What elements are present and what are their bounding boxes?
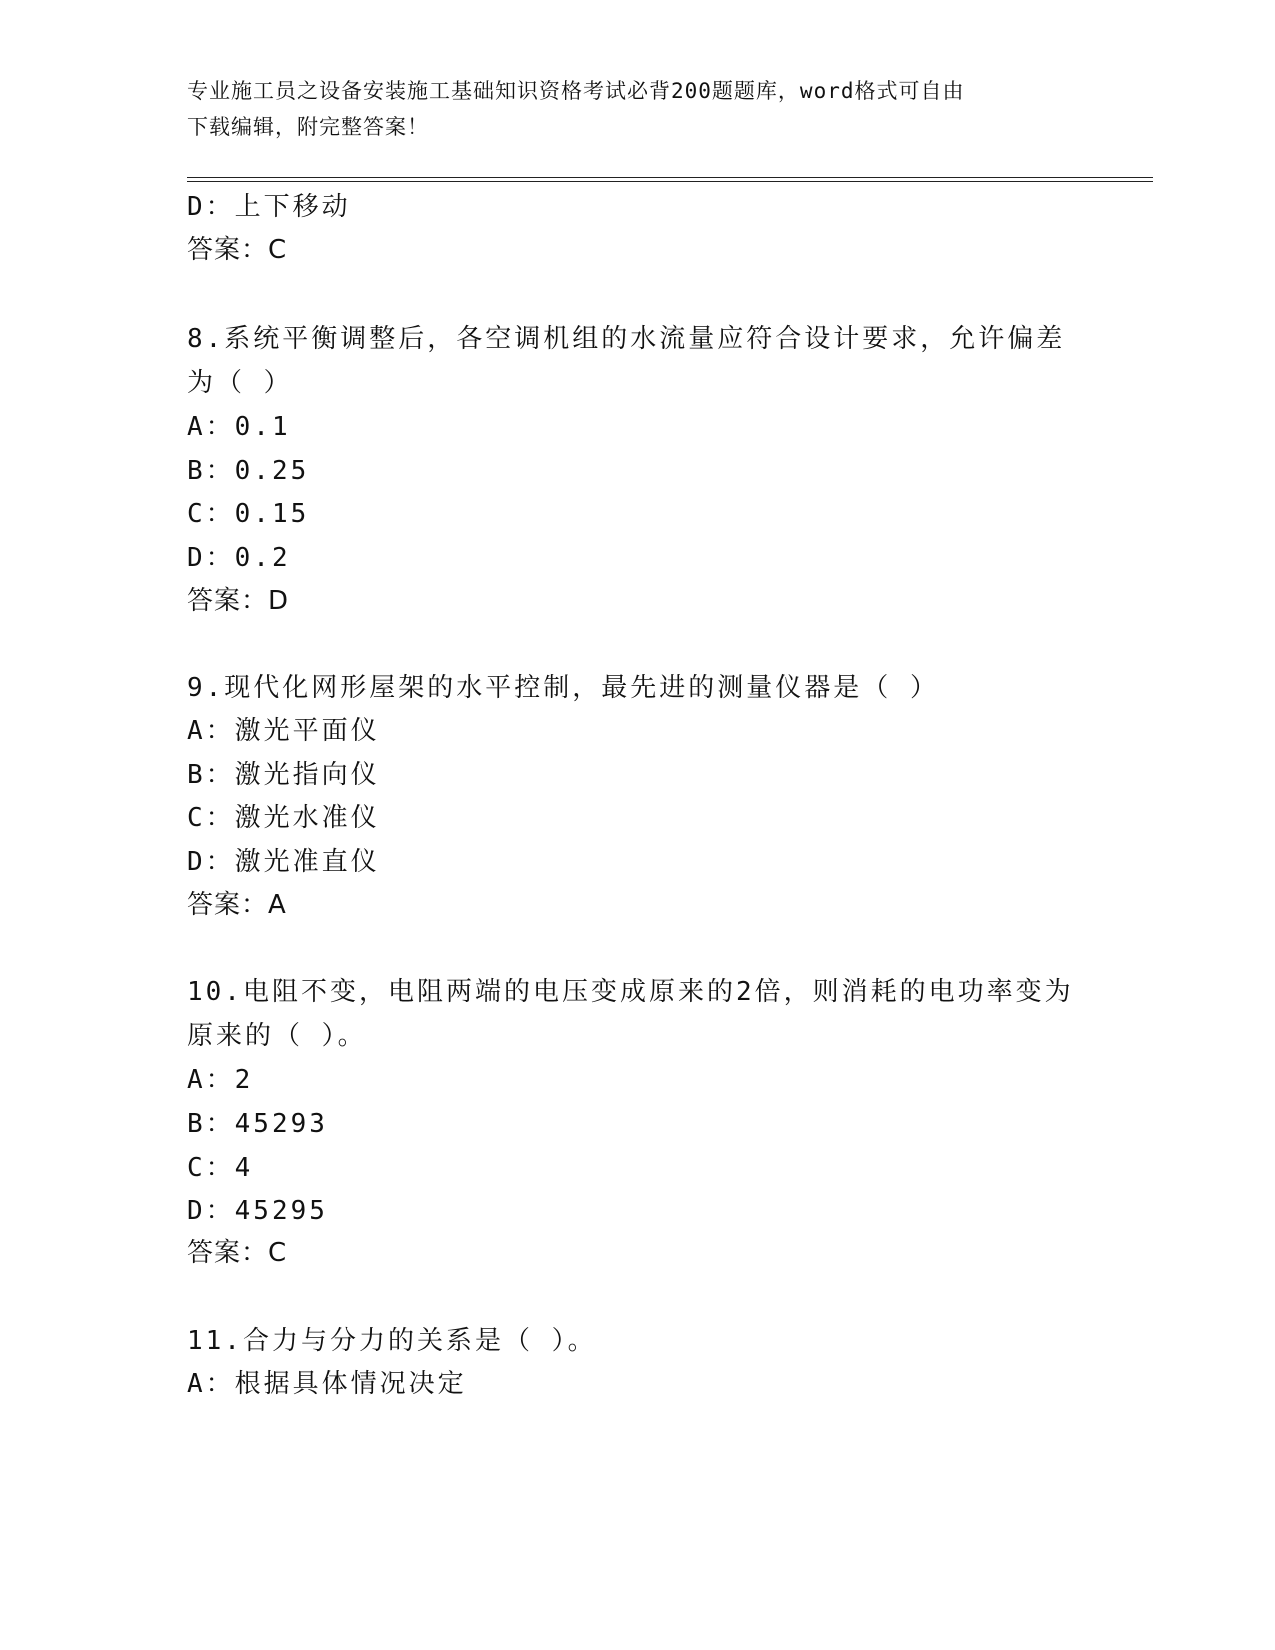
q9-stem-line-1: 9.现代化网形屋架的水平控制，最先进的测量仪器是（ ） [187,673,939,703]
header-divider-bottom [187,181,1153,182]
q7-answer: 答案：C [187,235,288,265]
q9-option-d: D：激光准直仪 [187,847,380,877]
header-divider-top [187,177,1153,178]
header-title-line-1: 专业施工员之设备安装施工基础知识资格考试必背200题题库，word格式可自由 [187,79,965,103]
document-header [187,73,1067,145]
q8-option-a: A：0.1 [187,412,291,442]
q9-answer: 答案：A [187,890,287,920]
header-title-line-2: 下载编辑，附完整答案！ [187,115,429,139]
q10-option-b: B：45293 [187,1109,328,1139]
q10-stem-line-1: 10.电阻不变，电阻两端的电压变成原来的2倍，则消耗的电功率变为 [187,977,1074,1007]
q9-option-c: C：激光水准仪 [187,803,380,833]
q10-stem-line-2: 原来的（ ）。 [187,1021,367,1051]
q8-option-b: B：0.25 [187,456,310,486]
q11-stem-line-1: 11.合力与分力的关系是（ ）。 [187,1326,597,1356]
q8-answer: 答案：D [187,586,290,616]
q10-option-c: C：4 [187,1153,254,1183]
q10-option-a: A：2 [187,1065,254,1095]
q10-answer: 答案：C [187,1238,288,1268]
q8-option-c: C：0.15 [187,499,310,529]
q8-option-d: D：0.2 [187,543,291,573]
q8-stem-line-1: 8.系统平衡调整后，各空调机组的水流量应符合设计要求，允许偏差 [187,324,1066,354]
q9-option-a: A：激光平面仪 [187,716,380,746]
q8-stem-line-2: 为（ ） [187,368,293,398]
q11-option-a: A：根据具体情况决定 [187,1369,467,1399]
q7-option-d: D：上下移动 [187,192,351,222]
q10-option-d: D：45295 [187,1196,328,1226]
q9-option-b: B：激光指向仪 [187,760,380,790]
